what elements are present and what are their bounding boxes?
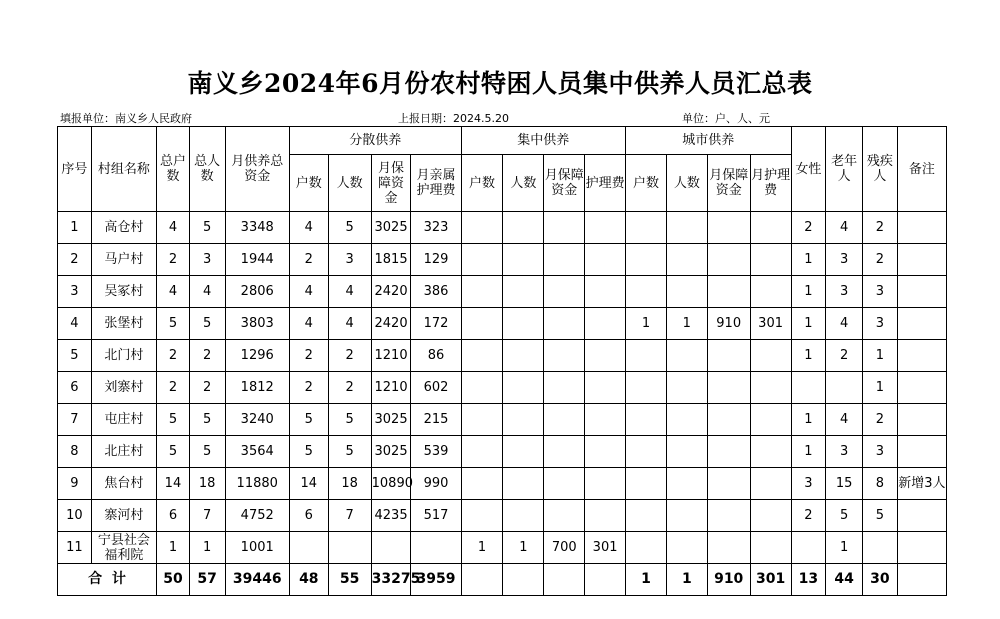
cell-u-g <box>707 532 750 564</box>
cell-c-hh <box>461 436 503 468</box>
header-seq: 序号 <box>58 127 92 212</box>
cell-remark <box>897 308 946 340</box>
cell-seq: 10 <box>58 500 92 532</box>
cell-disabled: 8 <box>863 468 898 500</box>
cell-households: 6 <box>157 500 190 532</box>
cell-female: 1 <box>791 244 826 276</box>
subheader-relative-care: 月亲属护理费 <box>411 155 461 212</box>
cell-s-g: 1210 <box>371 340 411 372</box>
total-s-c: 3959 <box>411 564 461 596</box>
cell-u-p <box>666 404 707 436</box>
cell-s-p: 5 <box>328 404 371 436</box>
total-people: 57 <box>189 564 225 596</box>
cell-s-p: 4 <box>328 276 371 308</box>
subheader-monthly-care: 月护理费 <box>750 155 791 212</box>
cell-seq: 4 <box>58 308 92 340</box>
cell-s-g: 4235 <box>371 500 411 532</box>
page-title: 南义乡2024年6月份农村特困人员集中供养人员汇总表 <box>187 69 813 98</box>
cell-remark <box>897 244 946 276</box>
cell-s-p: 2 <box>328 340 371 372</box>
cell-people: 5 <box>189 404 225 436</box>
cell-c-hh <box>461 276 503 308</box>
cell-households: 4 <box>157 212 190 244</box>
total-row <box>58 564 947 596</box>
cell-households: 2 <box>157 244 190 276</box>
cell-c-c <box>585 468 626 500</box>
summary-table <box>57 126 947 596</box>
cell-female: 1 <box>791 340 826 372</box>
table-row <box>58 468 947 500</box>
cell-s-c: 990 <box>411 468 461 500</box>
cell-s-g: 2420 <box>371 308 411 340</box>
cell-village: 马户村 <box>91 244 156 276</box>
cell-c-p <box>503 340 544 372</box>
subheader-care-fee: 护理费 <box>585 155 626 212</box>
report-date: 上报日期：2024.5.20 <box>398 112 509 125</box>
total-u-g: 910 <box>707 564 750 596</box>
cell-people: 1 <box>189 532 225 564</box>
cell-s-g: 1815 <box>371 244 411 276</box>
cell-c-c <box>585 372 626 404</box>
cell-c-c <box>585 212 626 244</box>
cell-people: 3 <box>189 244 225 276</box>
table-row <box>58 404 947 436</box>
total-u-hh: 1 <box>626 564 667 596</box>
cell-s-hh: 2 <box>289 372 328 404</box>
cell-u-c <box>750 404 791 436</box>
table-row <box>58 276 947 308</box>
cell-village: 吴冢村 <box>91 276 156 308</box>
cell-remark <box>897 340 946 372</box>
header-female: 女性 <box>791 127 826 212</box>
cell-u-hh <box>626 372 667 404</box>
cell-s-c: 386 <box>411 276 461 308</box>
cell-elderly: 4 <box>826 212 863 244</box>
cell-c-hh <box>461 404 503 436</box>
cell-disabled: 2 <box>863 212 898 244</box>
measurement-units: 单位：户、人、元 <box>682 112 770 125</box>
cell-people: 2 <box>189 372 225 404</box>
cell-c-c <box>585 404 626 436</box>
cell-elderly <box>826 372 863 404</box>
cell-c-g <box>544 244 585 276</box>
cell-funds: 11880 <box>225 468 289 500</box>
subheader-people: 人数 <box>328 155 371 212</box>
cell-s-c <box>411 532 461 564</box>
cell-c-p <box>503 308 544 340</box>
cell-households: 1 <box>157 532 190 564</box>
cell-female <box>791 372 826 404</box>
cell-u-p <box>666 468 707 500</box>
cell-elderly: 5 <box>826 500 863 532</box>
cell-households: 4 <box>157 276 190 308</box>
cell-u-p <box>666 276 707 308</box>
cell-elderly: 4 <box>826 404 863 436</box>
cell-remark <box>897 212 946 244</box>
cell-s-hh: 4 <box>289 212 328 244</box>
cell-s-hh: 2 <box>289 340 328 372</box>
cell-elderly: 3 <box>826 244 863 276</box>
cell-c-hh <box>461 340 503 372</box>
cell-s-hh: 14 <box>289 468 328 500</box>
total-c-hh <box>461 564 503 596</box>
reporting-unit: 填报单位：南义乡人民政府 <box>60 112 192 125</box>
subheader-people: 人数 <box>666 155 707 212</box>
cell-seq: 5 <box>58 340 92 372</box>
cell-s-c: 517 <box>411 500 461 532</box>
cell-elderly: 2 <box>826 340 863 372</box>
total-funds: 39446 <box>225 564 289 596</box>
cell-c-g <box>544 500 585 532</box>
cell-u-hh <box>626 340 667 372</box>
total-female: 13 <box>791 564 826 596</box>
cell-c-c <box>585 276 626 308</box>
cell-u-hh <box>626 244 667 276</box>
cell-c-p <box>503 500 544 532</box>
cell-seq: 11 <box>58 532 92 564</box>
cell-c-hh <box>461 212 503 244</box>
cell-seq: 9 <box>58 468 92 500</box>
subheader-guarantee: 月保障资金 <box>544 155 585 212</box>
cell-c-p <box>503 404 544 436</box>
cell-c-p <box>503 436 544 468</box>
cell-s-g: 1210 <box>371 372 411 404</box>
cell-c-c <box>585 500 626 532</box>
header-scattered: 分散供养 <box>289 127 461 155</box>
cell-u-g <box>707 468 750 500</box>
cell-u-hh <box>626 276 667 308</box>
cell-c-hh <box>461 308 503 340</box>
cell-c-c <box>585 244 626 276</box>
header-people: 总人数 <box>189 127 225 212</box>
cell-c-hh: 1 <box>461 532 503 564</box>
cell-funds: 1296 <box>225 340 289 372</box>
table-row <box>58 308 947 340</box>
cell-u-c <box>750 212 791 244</box>
cell-s-p <box>328 532 371 564</box>
cell-village: 张堡村 <box>91 308 156 340</box>
cell-female: 1 <box>791 436 826 468</box>
cell-disabled: 1 <box>863 340 898 372</box>
cell-seq: 1 <box>58 212 92 244</box>
cell-village: 高仓村 <box>91 212 156 244</box>
cell-s-hh: 4 <box>289 308 328 340</box>
table-row <box>58 436 947 468</box>
cell-c-hh <box>461 244 503 276</box>
cell-s-g <box>371 532 411 564</box>
cell-seq: 3 <box>58 276 92 308</box>
cell-u-c <box>750 500 791 532</box>
cell-u-g <box>707 212 750 244</box>
cell-remark: 新增3人 <box>897 468 946 500</box>
table-row <box>58 340 947 372</box>
total-s-g: 33275 <box>371 564 411 596</box>
total-elderly: 44 <box>826 564 863 596</box>
cell-s-g: 3025 <box>371 436 411 468</box>
cell-disabled: 3 <box>863 276 898 308</box>
cell-s-p: 2 <box>328 372 371 404</box>
cell-u-g <box>707 372 750 404</box>
cell-u-hh <box>626 532 667 564</box>
cell-c-c: 301 <box>585 532 626 564</box>
cell-u-c <box>750 244 791 276</box>
cell-households: 2 <box>157 372 190 404</box>
cell-s-c: 539 <box>411 436 461 468</box>
cell-s-p: 5 <box>328 212 371 244</box>
cell-s-hh: 5 <box>289 404 328 436</box>
subheader-households: 户数 <box>461 155 503 212</box>
header-centralized: 集中供养 <box>461 127 625 155</box>
cell-s-c: 86 <box>411 340 461 372</box>
cell-u-p <box>666 500 707 532</box>
cell-s-hh: 4 <box>289 276 328 308</box>
cell-s-p: 4 <box>328 308 371 340</box>
cell-people: 5 <box>189 436 225 468</box>
cell-village: 北门村 <box>91 340 156 372</box>
cell-u-c <box>750 276 791 308</box>
cell-village: 刘寨村 <box>91 372 156 404</box>
cell-c-p <box>503 212 544 244</box>
cell-c-g <box>544 276 585 308</box>
cell-village: 屯庄村 <box>91 404 156 436</box>
cell-s-g: 3025 <box>371 404 411 436</box>
cell-people: 18 <box>189 468 225 500</box>
cell-u-g <box>707 436 750 468</box>
cell-elderly: 4 <box>826 308 863 340</box>
cell-u-g: 910 <box>707 308 750 340</box>
cell-funds: 1001 <box>225 532 289 564</box>
cell-remark <box>897 404 946 436</box>
total-u-c: 301 <box>750 564 791 596</box>
cell-seq: 6 <box>58 372 92 404</box>
cell-u-hh <box>626 468 667 500</box>
cell-c-p <box>503 244 544 276</box>
cell-u-p <box>666 372 707 404</box>
total-households: 50 <box>157 564 190 596</box>
cell-disabled: 3 <box>863 436 898 468</box>
cell-village: 宁县社会福利院 <box>91 532 156 564</box>
cell-u-g <box>707 276 750 308</box>
cell-s-p: 5 <box>328 436 371 468</box>
subheader-people: 人数 <box>503 155 544 212</box>
cell-s-g: 3025 <box>371 212 411 244</box>
cell-funds: 3803 <box>225 308 289 340</box>
cell-s-c: 129 <box>411 244 461 276</box>
table-row <box>58 244 947 276</box>
cell-funds: 3564 <box>225 436 289 468</box>
cell-c-c <box>585 436 626 468</box>
cell-s-c: 215 <box>411 404 461 436</box>
cell-s-p: 3 <box>328 244 371 276</box>
cell-female: 2 <box>791 212 826 244</box>
cell-funds: 4752 <box>225 500 289 532</box>
cell-c-c <box>585 340 626 372</box>
cell-c-p <box>503 276 544 308</box>
cell-village: 北庄村 <box>91 436 156 468</box>
subheader-households: 户数 <box>626 155 667 212</box>
header-households: 总户数 <box>157 127 190 212</box>
cell-s-p: 18 <box>328 468 371 500</box>
cell-c-hh <box>461 372 503 404</box>
cell-c-g <box>544 404 585 436</box>
cell-c-c <box>585 308 626 340</box>
cell-u-c <box>750 340 791 372</box>
subheader-guarantee: 月保障资金 <box>371 155 411 212</box>
cell-disabled: 3 <box>863 308 898 340</box>
cell-elderly: 15 <box>826 468 863 500</box>
cell-female: 3 <box>791 468 826 500</box>
table-row <box>58 500 947 532</box>
subheader-households: 户数 <box>289 155 328 212</box>
cell-female: 1 <box>791 404 826 436</box>
cell-funds: 1812 <box>225 372 289 404</box>
cell-female: 1 <box>791 276 826 308</box>
cell-s-hh <box>289 532 328 564</box>
cell-s-hh: 6 <box>289 500 328 532</box>
cell-people: 5 <box>189 212 225 244</box>
cell-u-hh <box>626 500 667 532</box>
cell-disabled: 2 <box>863 404 898 436</box>
cell-s-g: 2420 <box>371 276 411 308</box>
total-remark <box>897 564 946 596</box>
total-s-p: 55 <box>328 564 371 596</box>
total-u-p: 1 <box>666 564 707 596</box>
cell-households: 5 <box>157 404 190 436</box>
cell-u-p <box>666 532 707 564</box>
cell-u-g <box>707 340 750 372</box>
cell-c-g <box>544 468 585 500</box>
cell-c-p <box>503 468 544 500</box>
subheader-guarantee: 月保障资金 <box>707 155 750 212</box>
table-row <box>58 212 947 244</box>
cell-u-p <box>666 340 707 372</box>
cell-u-hh: 1 <box>626 308 667 340</box>
cell-u-hh <box>626 436 667 468</box>
cell-households: 5 <box>157 308 190 340</box>
cell-remark <box>897 436 946 468</box>
cell-funds: 2806 <box>225 276 289 308</box>
cell-remark <box>897 276 946 308</box>
cell-u-c: 301 <box>750 308 791 340</box>
cell-u-g <box>707 244 750 276</box>
cell-u-p <box>666 212 707 244</box>
cell-u-c <box>750 372 791 404</box>
cell-female: 1 <box>791 308 826 340</box>
table-row <box>58 532 947 564</box>
cell-seq: 7 <box>58 404 92 436</box>
total-label: 合 计 <box>58 564 157 596</box>
cell-households: 5 <box>157 436 190 468</box>
cell-s-p: 7 <box>328 500 371 532</box>
cell-people: 2 <box>189 340 225 372</box>
cell-s-hh: 2 <box>289 244 328 276</box>
header-disabled: 残疾人 <box>863 127 898 212</box>
total-s-hh: 48 <box>289 564 328 596</box>
cell-s-c: 602 <box>411 372 461 404</box>
header-funds: 月供养总资金 <box>225 127 289 212</box>
cell-c-g <box>544 436 585 468</box>
cell-u-g <box>707 404 750 436</box>
total-c-p <box>503 564 544 596</box>
cell-village: 焦台村 <box>91 468 156 500</box>
cell-c-g <box>544 340 585 372</box>
cell-c-g <box>544 308 585 340</box>
cell-s-hh: 5 <box>289 436 328 468</box>
cell-u-c <box>750 436 791 468</box>
cell-households: 2 <box>157 340 190 372</box>
cell-elderly: 1 <box>826 532 863 564</box>
cell-u-p <box>666 436 707 468</box>
cell-female: 2 <box>791 500 826 532</box>
cell-elderly: 3 <box>826 276 863 308</box>
header-remark: 备注 <box>897 127 946 212</box>
cell-people: 7 <box>189 500 225 532</box>
cell-u-hh <box>626 404 667 436</box>
cell-remark <box>897 372 946 404</box>
cell-u-hh <box>626 212 667 244</box>
cell-c-p: 1 <box>503 532 544 564</box>
cell-remark <box>897 532 946 564</box>
cell-c-g: 700 <box>544 532 585 564</box>
cell-disabled: 1 <box>863 372 898 404</box>
cell-female <box>791 532 826 564</box>
cell-c-g <box>544 372 585 404</box>
cell-people: 5 <box>189 308 225 340</box>
cell-people: 4 <box>189 276 225 308</box>
total-c-c <box>585 564 626 596</box>
cell-c-g <box>544 212 585 244</box>
total-disabled: 30 <box>863 564 898 596</box>
cell-households: 14 <box>157 468 190 500</box>
cell-disabled <box>863 532 898 564</box>
cell-s-c: 172 <box>411 308 461 340</box>
cell-c-hh <box>461 500 503 532</box>
cell-village: 寨河村 <box>91 500 156 532</box>
cell-u-c <box>750 468 791 500</box>
cell-seq: 2 <box>58 244 92 276</box>
cell-funds: 3240 <box>225 404 289 436</box>
header-village: 村组名称 <box>91 127 156 212</box>
cell-funds: 3348 <box>225 212 289 244</box>
cell-u-p: 1 <box>666 308 707 340</box>
cell-s-c: 323 <box>411 212 461 244</box>
cell-disabled: 5 <box>863 500 898 532</box>
cell-u-c <box>750 532 791 564</box>
cell-remark <box>897 500 946 532</box>
header-elderly: 老年人 <box>826 127 863 212</box>
cell-funds: 1944 <box>225 244 289 276</box>
cell-disabled: 2 <box>863 244 898 276</box>
cell-s-g: 10890 <box>371 468 411 500</box>
table-row <box>58 372 947 404</box>
cell-c-hh <box>461 468 503 500</box>
cell-c-p <box>503 372 544 404</box>
cell-seq: 8 <box>58 436 92 468</box>
cell-elderly: 3 <box>826 436 863 468</box>
header-urban: 城市供养 <box>626 127 792 155</box>
cell-u-g <box>707 500 750 532</box>
cell-u-p <box>666 244 707 276</box>
total-c-g <box>544 564 585 596</box>
